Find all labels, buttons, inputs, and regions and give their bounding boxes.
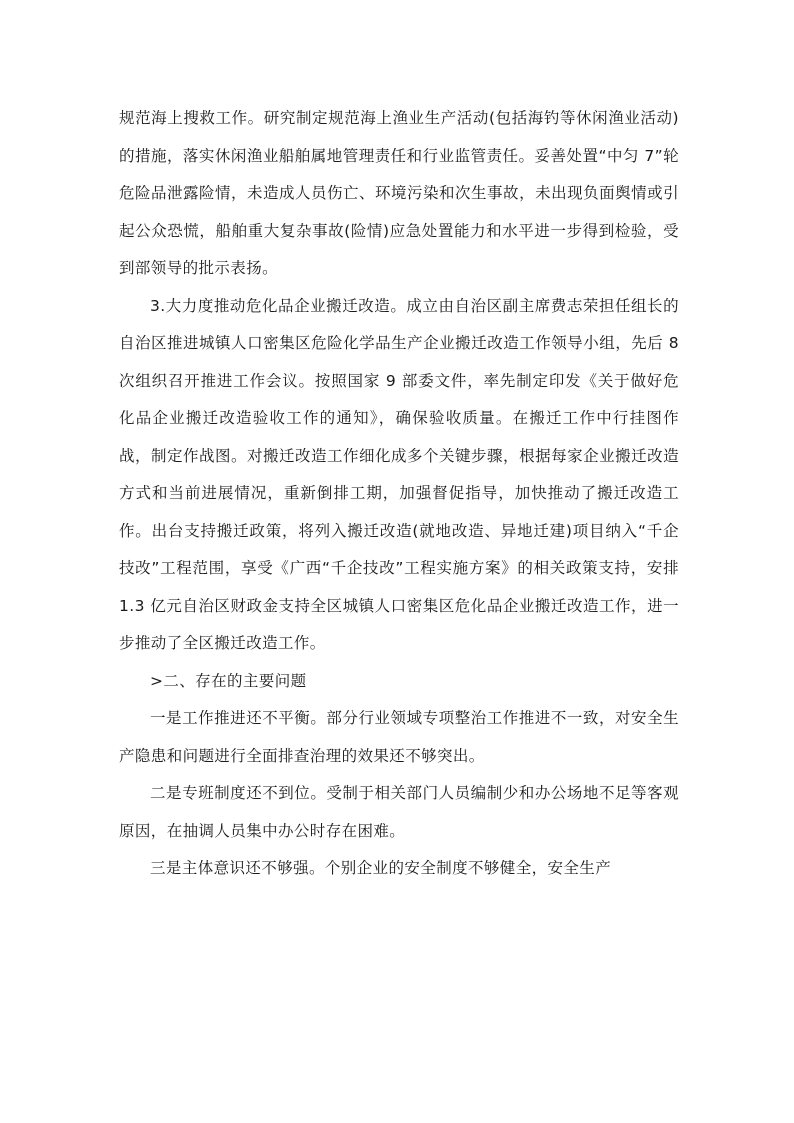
paragraph-problem-one: 一是工作推进还不平衡。部分行业领域专项整治工作推进不一致，对安全生产隐患和问题进行全面排查治理的效果还不够突出。 — [119, 709, 679, 765]
paragraph-maritime-rescue: 规范海上搜救工作。研究制定规范海上渔业生产活动(包括海钓等休闲渔业活动)的措施，落实休闲渔业船舶属地管理责任和行业监管责任。妥善处置“中匀 7”轮危险品泄露险情，未造成人员伤亡、环境污染和次生事故，未出现负面舆情或引起公众恐慌，船舶重大复杂事故(险情)应急处置能力和水平进一步得到检验，受到部领导的批示表扬。 — [119, 109, 679, 277]
paragraph-hazardous-chemicals-relocation: 3.大力度推动危化品企业搬迁改造。成立由自治区副主席费志荣担任组长的自治区推进城镇人口密集区危险化学品生产企业搬迁改造工作领导小组，先后 8 次组织召开推进工作会议。按照国家 9 部委文件，率先制定印发《关于做好危化品企业搬迁改造验收工作的通知》，确保验收质量。在搬迁工作中行挂图作战，制定作战图。对搬迁改造工作细化成多个关键步骤，根据每家企业搬迁改造方式和当前进展情况，重新倒排工期，加强督促指导，加快推动了搬迁改造工作。出台支持搬迁政策，将列入搬迁改造(就地改造、异地迁建)项目纳入“千企技改”工程范围，享受《广西“千企技改”工程实施方案》的相关政策支持，安排1.3 亿元自治区财政金支持全区城镇人口密集区危化品企业搬迁改造工作，进一步推动了全区搬迁改造工作。 — [119, 296, 679, 652]
paragraph-problem-two: 二是专班制度还不到位。受制于相关部门人员编制少和办公场地不足等客观原因，在抽调人员集中办公时存在困难。 — [119, 784, 679, 840]
paragraph-problem-three: 三是主体意识还不够强。个别企业的安全制度不够健全，安全生产 — [150, 859, 612, 877]
section-heading-main-problems: >二、存在的主要问题 — [150, 671, 307, 690]
document-body — [119, 100, 679, 888]
